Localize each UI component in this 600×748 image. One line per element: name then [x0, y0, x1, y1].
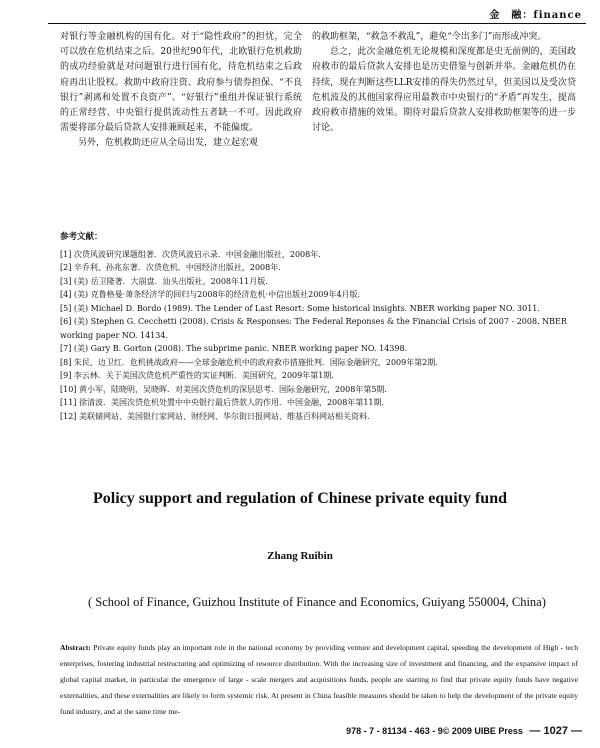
body-paragraph: 对银行等金融机构的国有化。对于“隐性政府”的担忧，完全可以放在危机结束之后。20世纪90年代，北欧银行危机救助的成功经验就是对问题银行进行国有化，待危机结束之后政府再出让股权。救助中政府注资、政府参与债券担保、“不良银行”剥离和处置不良资产”、“好银行”重组并保证银行系统的正常经营、中央银行提供流动性五者缺一不可。因此政府需要将部分最后贷款人安排兼顾起来，不能偏废。 — [60, 32, 302, 134]
footer-isbn: 978 - 7 - 81134 - 463 - 9© 2009 UIBE Press — [346, 726, 523, 736]
reference-item: [4] (美) 克鲁格曼·萧条经济学的回归与2008年的经济危机·中信出版社2009年4月版． — [60, 290, 366, 299]
references — [60, 231, 578, 423]
author-affiliation: ( School of Finance, Guizhou Institute of Finance and Economics, Guiyang 550004, China) — [88, 595, 546, 609]
reference-item: [8] 朱民，边卫红．危机挑战政府——全球金融危机中的政府救市措施批判．国际金融研究，2009年第2期． — [60, 357, 444, 367]
body-paragraph: 的救助框架，“救急不救乱”，避免“令出多门”而形成冲突。 — [312, 32, 547, 42]
references-title: 参考文献： — [60, 232, 103, 242]
article-title: Policy support and regulation of Chinese private equity fund — [93, 490, 507, 507]
reference-item: [2] 辛乔利、孙兆东著．次贷危机．中国经济出版社，2008年． — [60, 263, 287, 272]
abstract-label: Abstract: — [60, 643, 91, 652]
body-paragraph: 另外，危机救助还应从全局出发，建立起宏观 — [78, 138, 259, 149]
abstract-text: Private equity funds play an important role in the national economy by providing venture and development capital, speeding the development of High - tech enterprises, fostering industrial restructuring and optimizing of resource distribution. With the increasing size of investment and financing, and the expansive impact of global capital market, in particular the emergence of large - scale mergers and acquisitions funds, people are starting to find that private equity funds have negative externalities, and these externalities are likely to form systemic risk. At present in China feasible measures should be taken to help the development of the private equity fund industry, and at the same time me- — [60, 643, 578, 716]
reference-item: [1] 次贷风波研究课题组著．次贷风波启示录．中国金融出版社，2008年． — [60, 249, 327, 259]
left-column — [60, 30, 302, 152]
reference-item: [3] (美) 岳卫隆著．大崩盘．汕头出版社，2008年11月版． — [60, 276, 274, 286]
reference-item: [7] (美) Gary B. Gorton (2008). The subprime panic. NBER working paper NO. 14398. — [60, 344, 408, 353]
running-header: 金 融：finance — [489, 10, 582, 21]
reference-item: [11] 徐清波．美国次贷危机处置中中央银行最后贷款人的作用．中国金融，2008年第11期． — [60, 398, 390, 407]
header-rule — [48, 23, 586, 24]
abstract — [60, 640, 578, 720]
reference-item: [9] 李云林．关于美国次贷危机严重性的实证判断．美国研究，2009年第1期． — [60, 371, 340, 380]
reference-item: [12] 美联储网站、美国银行家网站、财经网、华尔街日报网站、维基百科网站相关资料． — [60, 411, 375, 421]
page-footer — [346, 725, 582, 737]
reference-item: [6] (美) Stephen G. Cecchetti (2008). Crisis & Responses: The Federal Reponses & the Financial Crisis of 2007 - 2008. NBER working paper NO. 14134. — [60, 317, 567, 340]
page-number: — 1027 — — [529, 725, 582, 737]
body-paragraph: 总之，此次金融危机无论规模和深度都是史无前例的，美国政府救市的最后贷款人安排也是历史借鉴与创新并举。金融危机仍在持续，现在判断这些LLR安排的得失仍然过早，但美国以及受次贷危机波及的其他国家得应用最教市中央银行的“矛盾”再发生，提高政府救市措施的效果。期待对最后贷款人安排救助框架等的进一步讨论。 — [312, 47, 576, 134]
article-author: Zhang Ruibin — [267, 550, 333, 562]
right-column — [312, 30, 576, 136]
reference-item: [5] (美) Michael D. Bordo (1989). The Lender of Last Resort: Some historical insights. NBER working paper NO. 3011. — [60, 303, 540, 313]
reference-item: [10] 黄小军，陆晓明，吴晓晖．对美国次贷危机的深层思考．国际金融研究，2008年第5期． — [60, 384, 393, 394]
